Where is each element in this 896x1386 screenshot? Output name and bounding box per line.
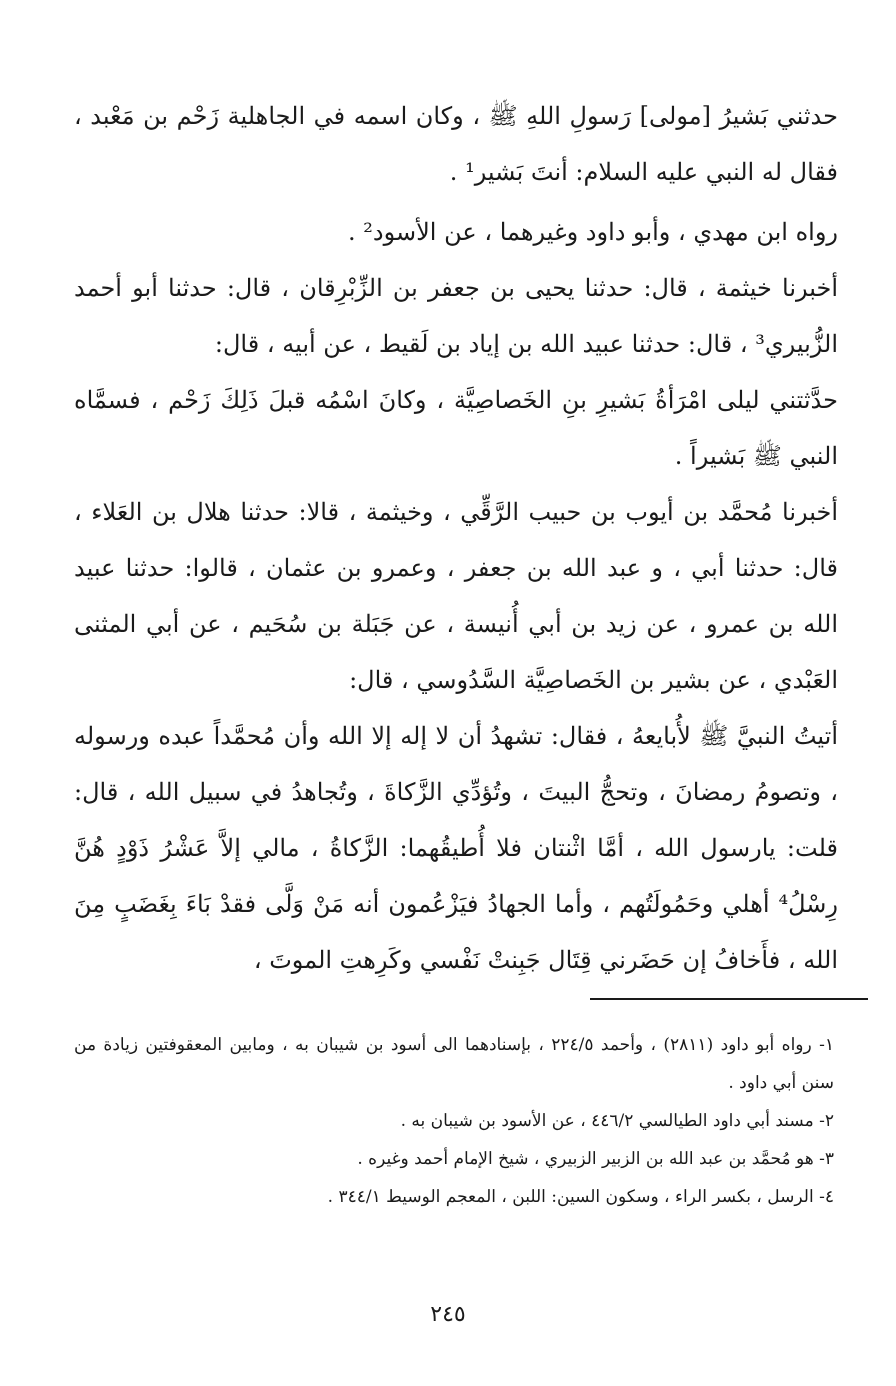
footnote-4: ٤- الرسل ، بكسر الراء ، وسكون السين: اللبن ، المعجم الوسيط ٣٤٤/١ . xyxy=(327,1187,834,1207)
paragraph-2: رواه ابن مهدي ، وأبو داود وغيرهما ، عن الأسود² . xyxy=(348,218,838,246)
footnote-1: ١- رواه أبو داود (٢٨١١) ، وأحمد ٢٢٤/٥ ، بإسنادهما الى أسود بن شيبان به ، ومابين المعقوفتين زيادة من سنن أبي داود . xyxy=(74,1035,834,1093)
footnotes xyxy=(74,1026,834,1216)
paragraph-1: حدثني بَشيرُ [مولى] رَسولِ اللهِ ﷺ ، وكان اسمه في الجاهلية زَحْم بن مَعْبد ، فقال له النبي عليه السلام: أنتَ بَشير¹ . xyxy=(74,102,838,186)
paragraph-5: أخبرنا مُحمَّد بن أيوب بن حبيب الرَّقِّي ، وخيثمة ، قالا: حدثنا هلال بن العَلاء ، قال: حدثنا أبي ، و عبد الله بن جعفر ، وعمرو بن عثمان ، قالوا: حدثنا عبيد الله بن عمرو ، عن زيد بن أبي أُنيسة ، عن جَبَلة بن سُحَيم ، عن أبي المثنى العَبْدي ، عن بشير بن الخَصاصِيَّة السَّدُوسي ، قال: xyxy=(74,498,839,694)
paragraph-4: حدَّثتني ليلى امْرَأةُ بَشيرِ بنِ الخَصاصِيَّة ، وكانَ اسْمُه قبلَ ذَلِكَ زَحْم ، فسمَّاه النبي ﷺ بَشيراً . xyxy=(74,386,838,470)
paragraph-6: أتيتُ النبيَّ ﷺ لأُبايعهُ ، فقال: تشهدُ أن لا إله إلا الله وأن مُحمَّداً عبده ورسوله ، وتصومُ رمضانَ ، وتحجُّ البيتَ ، وتُؤدِّي الزَّكاةَ ، وتُجاهدُ في سبيل الله ، قال: قلت: يارسول الله ، أمَّا اثْنتان فلا أُطيقُهما: الزَّكاةُ ، مالي إلاَّ عَشْرُ ذَوْدٍ هُنَّ رِسْلُ⁴ أهلي وحَمُولَتُهم ، وأما الجهادُ فيَزْعُمون أنه مَنْ وَلَّى فقدْ بَاءَ بِغَضَبٍ مِنَ الله ، فأَخافُ إن حَضَرني قِتَال جَبِنتْ نَفْسي وكَرِهتِ الموتَ ، xyxy=(74,722,838,974)
footnote-2: ٢- مسند أبي داود الطيالسي ٤٤٦/٢ ، عن الأسود بن شيبان به . xyxy=(400,1111,834,1131)
paragraph-3: أخبرنا خيثمة ، قال: حدثنا يحيى بن جعفر بن الزِّبْرِقان ، قال: حدثنا أبو أحمد الزُّبيري³ ، قال: حدثنا عبيد الله بن إياد بن لَقيط ، عن أبيه ، قال: xyxy=(74,274,838,358)
footnote-3: ٣- هو مُحمَّد بن عبد الله بن الزبير الزبيري ، شيخ الإمام أحمد وغيره . xyxy=(357,1149,834,1169)
main-text xyxy=(74,88,838,988)
footnote-divider xyxy=(590,998,868,1000)
page-number: ٢٤٥ xyxy=(430,1302,466,1327)
